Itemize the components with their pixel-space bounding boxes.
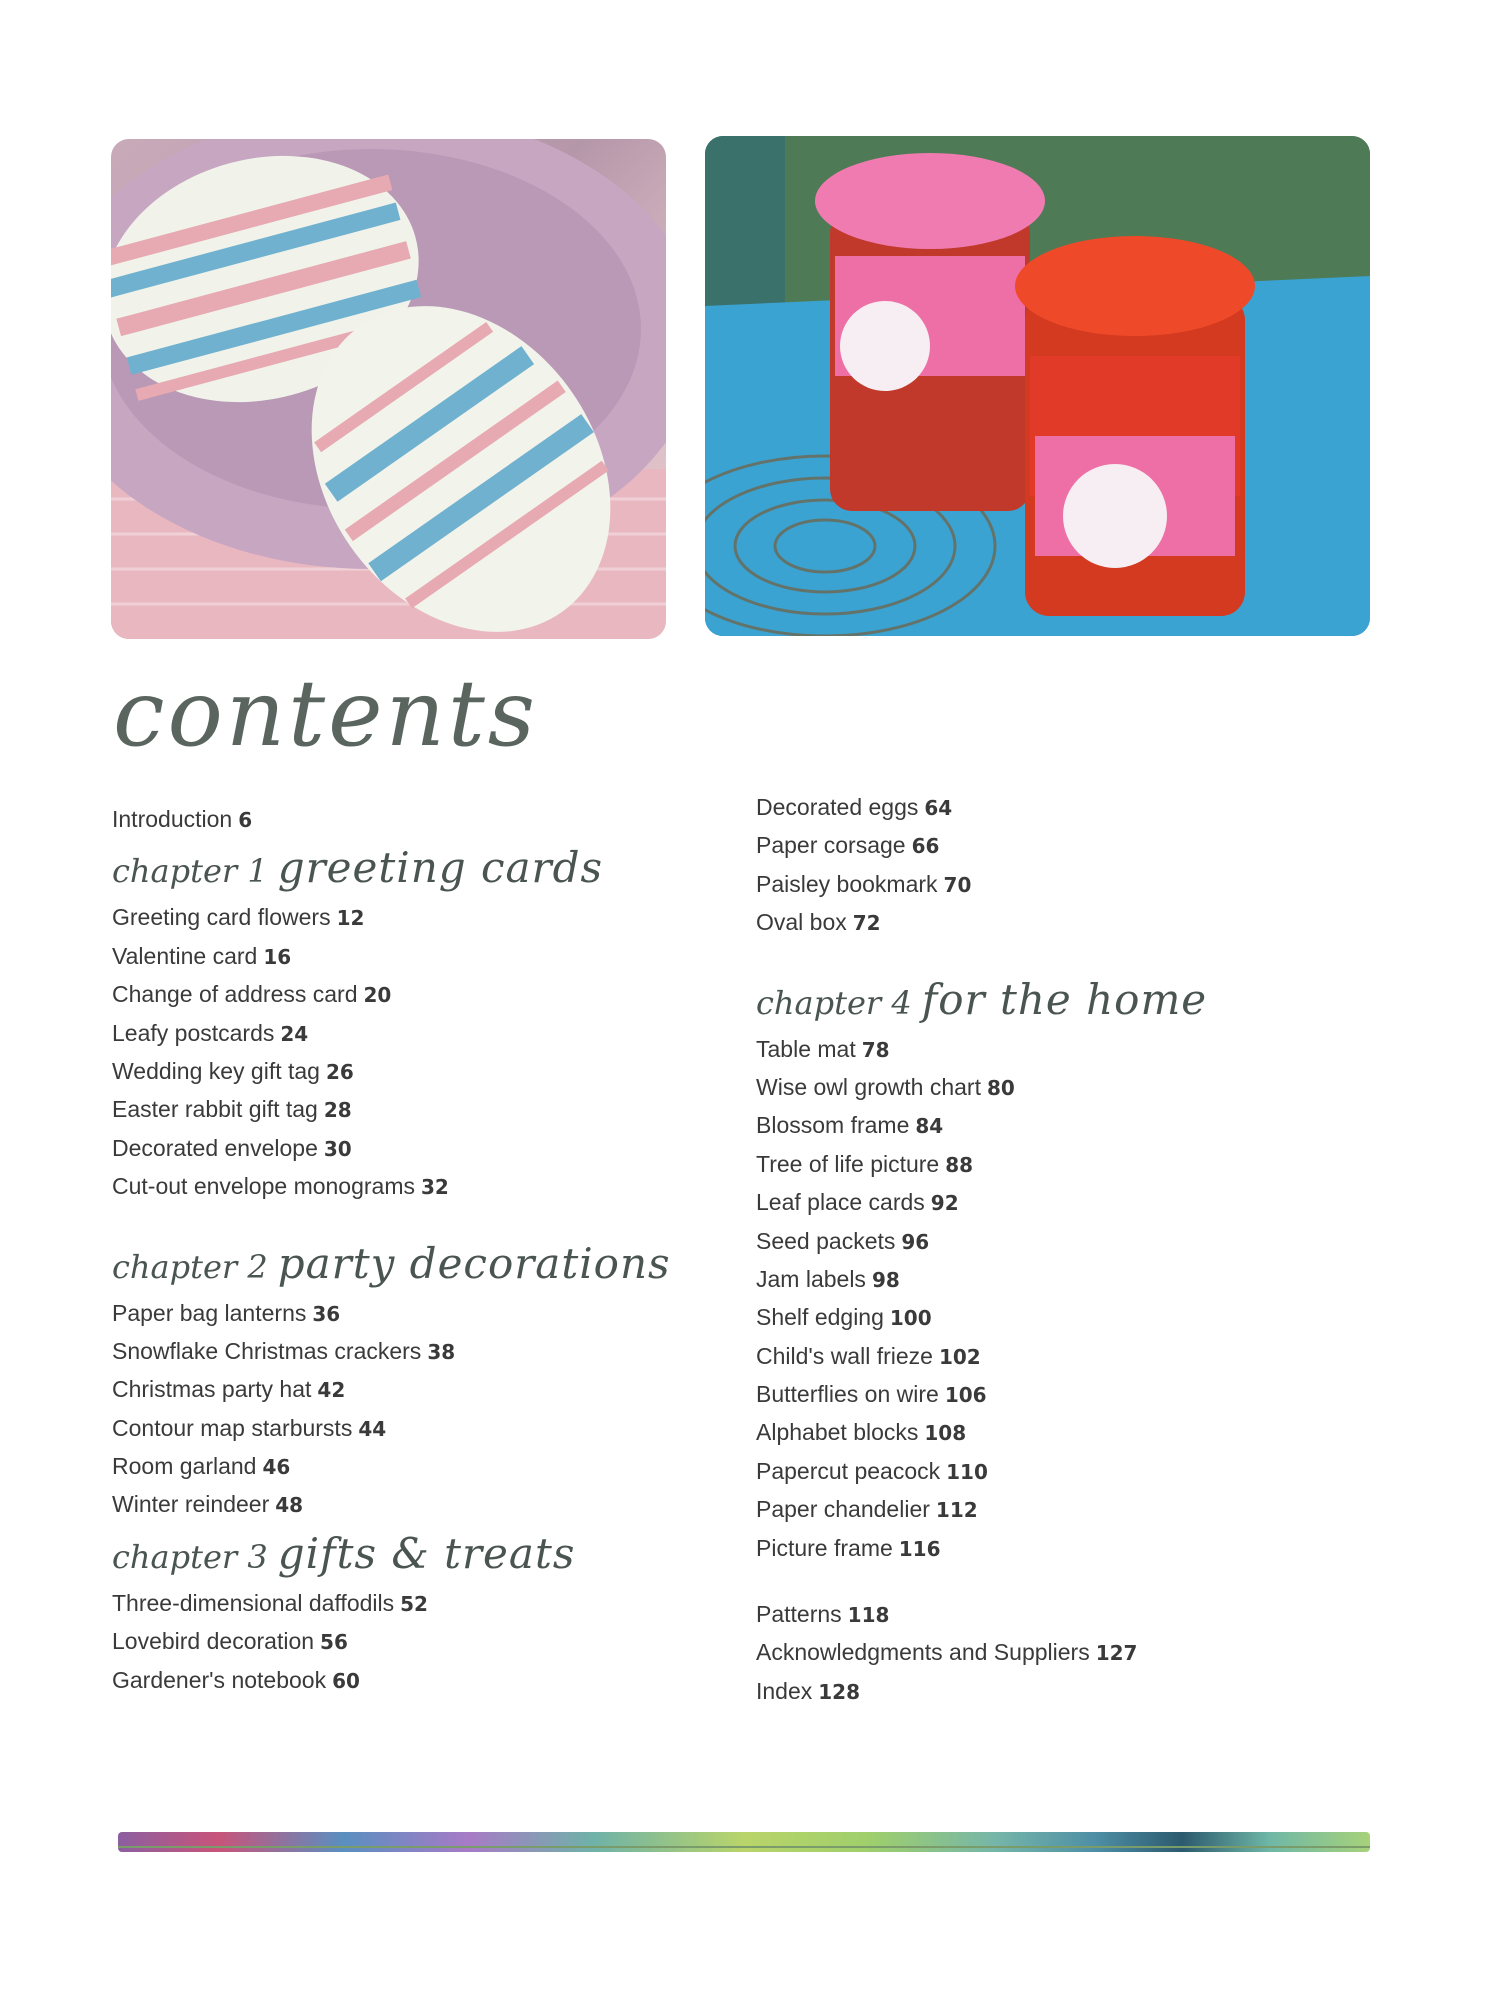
toc-entry bbox=[756, 1030, 1316, 1068]
chapter-name: greeting cards bbox=[277, 843, 604, 893]
toc-entry-page: 38 bbox=[427, 1339, 456, 1364]
toc-entry-label: Child's wall frieze bbox=[756, 1342, 933, 1369]
toc-entry-label: Blossom frame bbox=[756, 1112, 910, 1139]
toc-entry-page: 36 bbox=[312, 1301, 341, 1326]
toc-entry-page: 100 bbox=[889, 1306, 932, 1331]
chapter-number: chapter 3 bbox=[112, 1537, 268, 1576]
toc-entry-page: 70 bbox=[943, 872, 972, 897]
toc-entry bbox=[112, 1409, 672, 1447]
toc-entry-label: Wise owl growth chart bbox=[756, 1073, 981, 1100]
toc-entry-label: Picture frame bbox=[756, 1534, 893, 1561]
toc-entry-label: Introduction bbox=[112, 806, 233, 832]
toc-entry bbox=[756, 1595, 1316, 1633]
toc-entry-label: Christmas party hat bbox=[112, 1376, 312, 1403]
toc-entry-page: 110 bbox=[946, 1459, 988, 1484]
section-spacer bbox=[756, 942, 1316, 970]
toc-entry-page: 12 bbox=[336, 906, 365, 931]
toc-entry bbox=[112, 1370, 672, 1408]
toc-entry-page: 6 bbox=[238, 808, 253, 832]
toc-entry-page: 24 bbox=[280, 1021, 309, 1046]
toc-entry-page: 128 bbox=[818, 1679, 861, 1704]
toc-entry-label: Butterflies on wire bbox=[756, 1381, 939, 1408]
toc-entry bbox=[112, 1090, 672, 1128]
toc-entry-label: Papercut peacock bbox=[756, 1457, 941, 1484]
chapter-heading bbox=[112, 1524, 672, 1584]
toc-entry bbox=[756, 1298, 1316, 1336]
toc-entry-page: 92 bbox=[930, 1191, 959, 1216]
toc-entry-label: Table mat bbox=[756, 1035, 856, 1062]
toc-entry bbox=[112, 1332, 672, 1370]
chapter-name: party decorations bbox=[277, 1238, 671, 1288]
chapter-name: for the home bbox=[921, 974, 1208, 1024]
toc-entry bbox=[756, 1672, 1316, 1710]
toc-entry bbox=[112, 1584, 672, 1622]
toc-entry-page: 106 bbox=[944, 1383, 987, 1408]
section-spacer bbox=[112, 1206, 672, 1234]
toc-entry-label: Greeting card flowers bbox=[112, 904, 331, 931]
decorative-border-band bbox=[118, 1832, 1370, 1852]
toc-entry-page: 80 bbox=[986, 1075, 1015, 1100]
toc-entry-label: Decorated eggs bbox=[756, 794, 919, 820]
toc-entry-page: 118 bbox=[847, 1603, 890, 1628]
toc-entry-page: 96 bbox=[901, 1229, 930, 1254]
toc-entry-label: Gardener's notebook bbox=[112, 1666, 327, 1693]
toc-entry-label: Decorated envelope bbox=[112, 1134, 318, 1161]
toc-entry-label: Wedding key gift tag bbox=[112, 1057, 320, 1084]
toc-entry-label: Index bbox=[756, 1677, 813, 1704]
toc-entry-page: 56 bbox=[320, 1630, 348, 1655]
toc-left-column bbox=[112, 800, 672, 1699]
toc-entry-label: Contour map starbursts bbox=[112, 1414, 353, 1441]
toc-entry-page: 112 bbox=[935, 1498, 978, 1523]
toc-entry-label: Paisley bookmark bbox=[756, 870, 938, 897]
toc-entry bbox=[756, 865, 1316, 903]
toc-entry-label: Valentine card bbox=[112, 942, 258, 969]
toc-entry-page: 127 bbox=[1095, 1641, 1138, 1666]
toc-entry-label: Patterns bbox=[756, 1601, 842, 1628]
toc-entry-page: 46 bbox=[262, 1455, 291, 1480]
toc-entry-page: 116 bbox=[898, 1536, 941, 1561]
toc-entry-label: Lovebird decoration bbox=[112, 1628, 315, 1655]
toc-entry-label: Acknowledgments and Suppliers bbox=[756, 1639, 1090, 1666]
toc-entry-label: Change of address card bbox=[112, 981, 358, 1008]
toc-entry bbox=[112, 1167, 672, 1205]
toc-entry-label: Paper chandelier bbox=[756, 1496, 930, 1523]
toc-entry bbox=[112, 1129, 672, 1167]
toc-entry-label: Cut-out envelope monograms bbox=[112, 1173, 415, 1200]
toc-entry bbox=[112, 1052, 672, 1090]
toc-entry-label: Seed packets bbox=[756, 1227, 896, 1254]
toc-entry-page: 30 bbox=[323, 1136, 352, 1161]
toc-entry-label: Oval box bbox=[756, 909, 847, 936]
toc-entry-page: 64 bbox=[924, 796, 953, 820]
toc-entry-label: Paper bag lanterns bbox=[112, 1299, 307, 1326]
toc-entry bbox=[112, 1485, 672, 1523]
toc-entry bbox=[756, 903, 1316, 941]
toc-entry-page: 16 bbox=[263, 944, 292, 969]
toc-entry bbox=[756, 1106, 1316, 1144]
toc-entry bbox=[756, 1490, 1316, 1528]
toc-entry bbox=[756, 1529, 1316, 1567]
toc-entry bbox=[756, 826, 1316, 864]
chapter-number: chapter 1 bbox=[112, 852, 268, 891]
toc-entry-label: Paper corsage bbox=[756, 832, 906, 859]
toc-entry-page: 20 bbox=[363, 983, 392, 1008]
toc-entry-page: 108 bbox=[924, 1421, 967, 1446]
toc-entry-label: Leafy postcards bbox=[112, 1019, 275, 1046]
toc-right-column bbox=[756, 788, 1316, 1710]
decorated-eggs-photo bbox=[111, 139, 666, 639]
toc-entry bbox=[756, 1183, 1316, 1221]
chapter-heading bbox=[112, 1234, 672, 1294]
toc-entry bbox=[756, 1337, 1316, 1375]
toc-entry bbox=[756, 1260, 1316, 1298]
toc-entry-page: 52 bbox=[400, 1591, 428, 1616]
page-title: contents bbox=[113, 660, 539, 767]
toc-entry bbox=[112, 975, 672, 1013]
chapter-number: chapter 4 bbox=[756, 983, 912, 1022]
toc-entry-page: 28 bbox=[323, 1098, 352, 1123]
toc-entry-label: Tree of life picture bbox=[756, 1150, 940, 1177]
toc-entry-page: 102 bbox=[938, 1344, 981, 1369]
toc-entry bbox=[112, 1661, 672, 1699]
toc-entry-label: Leaf place cards bbox=[756, 1189, 925, 1216]
decorative-border-line bbox=[118, 1846, 1370, 1848]
toc-entry-page: 98 bbox=[871, 1267, 900, 1292]
toc-entry-page: 72 bbox=[852, 911, 881, 936]
toc-entry bbox=[112, 1447, 672, 1485]
toc-entry-page: 42 bbox=[317, 1378, 346, 1403]
toc-entry bbox=[756, 1452, 1316, 1490]
toc-entry bbox=[756, 1145, 1316, 1183]
toc-entry-label: Snowflake Christmas crackers bbox=[112, 1337, 422, 1364]
toc-entry bbox=[112, 1294, 672, 1332]
toc-entry-page: 88 bbox=[945, 1152, 974, 1177]
chapter-heading bbox=[112, 838, 672, 898]
toc-entry-label: Three-dimensional daffodils bbox=[112, 1589, 395, 1616]
toc-entry bbox=[756, 1375, 1316, 1413]
jam-jars-photo bbox=[705, 136, 1370, 636]
toc-entry bbox=[756, 1222, 1316, 1260]
section-spacer bbox=[756, 1567, 1316, 1595]
chapter-heading bbox=[756, 970, 1316, 1030]
toc-entry-label: Room garland bbox=[112, 1453, 257, 1480]
toc-entry bbox=[112, 1014, 672, 1052]
toc-entry bbox=[756, 1413, 1316, 1451]
chapter-number: chapter 2 bbox=[112, 1247, 268, 1286]
toc-entry bbox=[112, 1622, 672, 1660]
toc-entry-page: 60 bbox=[332, 1668, 360, 1693]
toc-entry-page: 44 bbox=[358, 1416, 387, 1441]
toc-entry bbox=[112, 898, 672, 936]
toc-entry-label: Jam labels bbox=[756, 1265, 866, 1292]
toc-entry bbox=[756, 788, 1316, 826]
toc-entry-label: Easter rabbit gift tag bbox=[112, 1096, 318, 1123]
toc-entry-page: 26 bbox=[325, 1059, 354, 1084]
toc-entry bbox=[756, 1068, 1316, 1106]
toc-entry bbox=[112, 937, 672, 975]
toc-entry-label: Alphabet blocks bbox=[756, 1419, 919, 1446]
toc-entry bbox=[112, 800, 672, 838]
toc-entry-page: 78 bbox=[861, 1037, 890, 1062]
chapter-name: gifts & treats bbox=[277, 1528, 576, 1578]
toc-entry-page: 84 bbox=[915, 1114, 944, 1139]
toc-entry-label: Shelf edging bbox=[756, 1304, 884, 1331]
toc-entry-page: 66 bbox=[911, 834, 940, 859]
toc-entry bbox=[756, 1633, 1316, 1671]
toc-entry-label: Winter reindeer bbox=[112, 1491, 270, 1518]
toc-entry-page: 48 bbox=[275, 1493, 304, 1518]
toc-entry-page: 32 bbox=[421, 1175, 449, 1200]
